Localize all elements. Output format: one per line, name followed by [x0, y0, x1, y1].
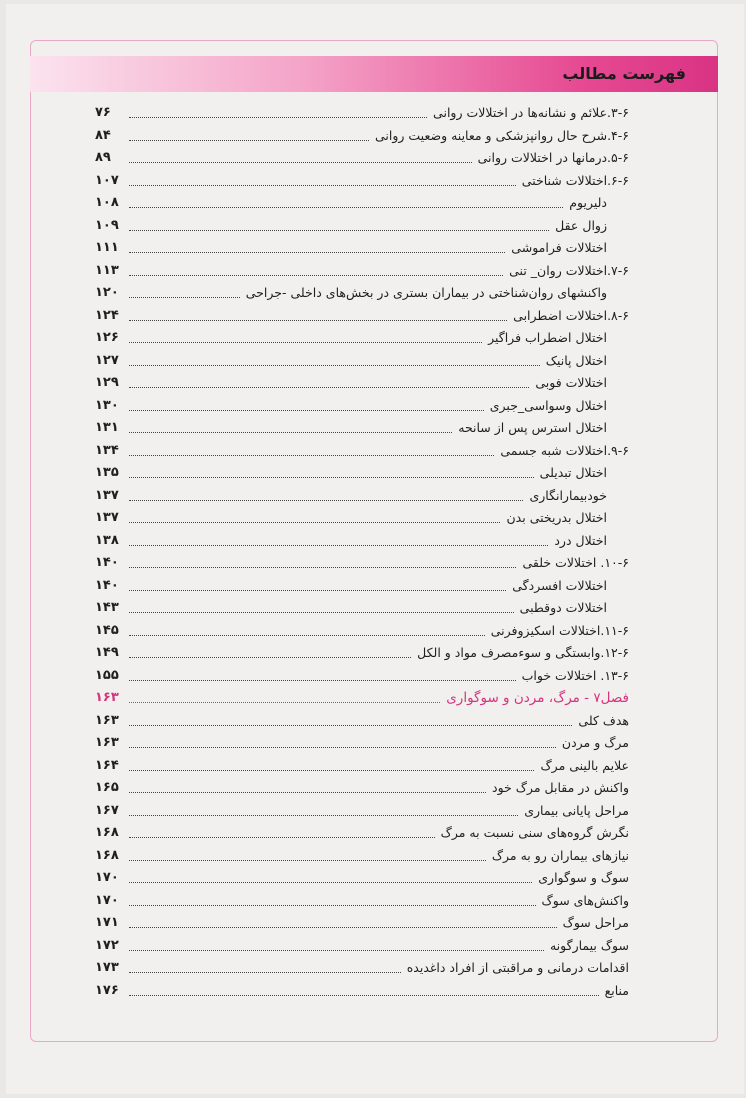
toc-entry [95, 215, 635, 238]
toc-entry-title: خودبیمارانگاری [529, 487, 607, 503]
toc-page-number: ۱۵۵ [95, 667, 119, 683]
toc-entry [95, 822, 635, 845]
toc-page-number: ۱۷۰ [95, 892, 119, 908]
toc-entry [95, 102, 635, 125]
toc-entry-title: اختلالات فراموشی [511, 240, 607, 255]
toc-entry-title: واکنش‌های سوگ [541, 892, 629, 908]
toc-leader-dots [129, 275, 503, 276]
toc-page-number: ۱۲۰ [95, 285, 119, 300]
toc-entry [95, 282, 635, 305]
toc-entry [95, 755, 635, 778]
toc-entry-title: ۷-۶.اختلالات روان_ تنی [509, 262, 629, 278]
toc-entry [95, 732, 635, 755]
toc-page-number: ۱۳۴ [95, 442, 119, 458]
toc-entry-title: ۱۲-۶.وابستگی و سوءمصرف مواد و الکل [417, 645, 629, 660]
toc-leader-dots [129, 140, 369, 141]
toc-entry-title: ۵-۶.درمانها در اختلالات روانی [477, 150, 629, 165]
toc-entry-title: مراحل پایانی بیماری [524, 802, 629, 818]
toc-leader-dots [129, 815, 518, 816]
toc-leader-dots [129, 477, 534, 478]
toc-page-number: ۱۴۰ [95, 555, 119, 570]
toc-entry [95, 395, 635, 418]
toc-entry [95, 935, 635, 958]
toc-page-number: ۱۴۳ [95, 600, 119, 615]
toc-entry-title: منابع [604, 982, 629, 998]
toc-page-number: ۱۶۵ [95, 780, 119, 795]
toc-page-number: ۱۶۸ [95, 847, 119, 863]
toc-page-number: ۱۶۳ [95, 735, 119, 750]
toc-leader-dots [129, 567, 516, 568]
toc-entry-title: سوگ و سوگواری [538, 870, 629, 885]
toc-leader-dots [129, 882, 532, 883]
toc-page-number: ۱۶۳ [95, 690, 119, 705]
toc-page-number: ۱۴۹ [95, 645, 119, 660]
toc-page-number: ۱۶۷ [95, 802, 119, 818]
toc-entry-title: اختلالات فوبی [535, 375, 607, 390]
toc-leader-dots [129, 747, 556, 748]
toc-entry-title: سوگ بیمارگونه [549, 937, 629, 953]
toc-entry-title: اختلال اضطراب فراگیر [488, 330, 607, 345]
toc-entry-title: علایم بالینی مرگ [540, 757, 629, 773]
toc-leader-dots [129, 702, 440, 703]
toc-entry [95, 507, 635, 530]
page-title: فهرست مطالب [562, 64, 686, 83]
toc-entry [95, 620, 635, 643]
toc-page-number: ۱۳۷ [95, 487, 119, 503]
toc-entry [95, 957, 635, 980]
toc-page-number: ۱۶۳ [95, 712, 119, 728]
toc-entry [95, 372, 635, 395]
toc-entry-title: اختلالات دوقطبی [519, 600, 607, 615]
toc-entry [95, 237, 635, 260]
toc-leader-dots [129, 657, 411, 658]
toc-leader-dots [129, 590, 506, 591]
toc-entry [95, 260, 635, 283]
toc-leader-dots [129, 117, 427, 118]
toc-leader-dots [129, 837, 435, 838]
toc-entry [95, 777, 635, 800]
toc-entry [95, 552, 635, 575]
toc-leader-dots [129, 455, 494, 456]
toc-page-number: ۱۲۷ [95, 352, 119, 368]
toc-page-number: ۱۰۷ [95, 172, 119, 188]
toc-page-number: ۱۰۹ [95, 217, 119, 233]
toc-leader-dots [129, 725, 572, 726]
toc-entry [95, 642, 635, 665]
toc-entry [95, 327, 635, 350]
toc-page-number: ۱۷۲ [95, 937, 119, 953]
toc-entry-title: اختلال بدریختی بدن [506, 510, 607, 525]
toc-entry [95, 665, 635, 688]
toc-entry [95, 710, 635, 733]
toc-entry-title: ۱۳-۶. اختلالات خواب [521, 667, 629, 683]
toc-page-number: ۱۶۸ [95, 825, 119, 840]
toc-leader-dots [129, 185, 516, 186]
toc-entry-title: اختلال استرس پس از سانحه [458, 420, 607, 435]
toc-leader-dots [129, 792, 486, 793]
toc-leader-dots [129, 612, 514, 613]
toc-entry-title: واکنشهای روان‌شناختی در بیماران بستری در بخش‌های داخلی -جراحی [245, 285, 607, 300]
toc-entry-title: ۹-۶.اختلالات شبه جسمی [500, 442, 629, 458]
toc-entry-title: ۸-۶.اختلالات اضطرابی [513, 307, 629, 323]
toc-entry [95, 485, 635, 508]
toc-entry [95, 440, 635, 463]
toc-entry [95, 800, 635, 823]
toc-entry [95, 350, 635, 373]
toc-entry [95, 890, 635, 913]
toc-entry [95, 125, 635, 148]
toc-leader-dots [129, 387, 529, 388]
toc-entry-title: مرگ و مردن [561, 735, 629, 750]
toc-page-number: ۱۷۱ [95, 915, 119, 930]
toc-entry [95, 192, 635, 215]
toc-entry-title: زوال عقل [555, 217, 607, 233]
toc-leader-dots [129, 635, 485, 636]
toc-entry-title: ۱۱-۶.اختلالات اسکیزوفرنی [490, 622, 629, 638]
toc-entry-title: اقدامات درمانی و مراقبتی از افراد داغدیده [406, 960, 629, 975]
toc-entry-title: ۱۰-۶. اختلالات خلقی [522, 555, 629, 570]
toc-leader-dots [129, 905, 536, 906]
toc-leader-dots [129, 680, 516, 681]
toc-leader-dots [129, 545, 548, 546]
toc-leader-dots [129, 252, 505, 253]
toc-entry-title: هدف کلی [578, 712, 629, 728]
toc-leader-dots [129, 230, 549, 231]
toc-entry-title: ۶-۶.اختلالات شناختی [521, 172, 629, 188]
toc-page-number: ۱۳۵ [95, 465, 119, 480]
toc-entry-title: نیازهای بیماران رو به مرگ [491, 847, 629, 863]
toc-leader-dots [129, 500, 523, 501]
toc-page-number: ۱۴۰ [95, 577, 119, 593]
toc-leader-dots [129, 365, 540, 366]
toc-entry-title: فصل۷ - مرگ، مردن و سوگواری [446, 690, 629, 706]
toc-entry [95, 530, 635, 553]
toc-leader-dots [129, 522, 500, 523]
toc-page-number: ۱۲۹ [95, 375, 119, 390]
toc-page-number: ۱۶۴ [95, 757, 119, 773]
toc-leader-dots [129, 297, 240, 298]
toc-page-number: ۱۳۸ [95, 532, 119, 548]
toc-entry [95, 912, 635, 935]
toc-entry [95, 305, 635, 328]
toc-page-number: ۱۲۴ [95, 307, 119, 323]
toc-entry [95, 845, 635, 868]
toc-leader-dots [129, 950, 544, 951]
toc-page-number: ۱۷۳ [95, 960, 119, 975]
toc-page-number: ۱۳۰ [95, 397, 119, 413]
toc-leader-dots [129, 162, 472, 163]
toc-page-number: ۱۱۱ [95, 240, 119, 255]
toc-leader-dots [129, 972, 401, 973]
toc-leader-dots [129, 432, 452, 433]
toc-leader-dots [129, 995, 599, 996]
toc-page-number: ۸۹ [95, 150, 111, 165]
toc-entry-title: ۳-۶.علائم و نشانه‌ها در اختلالات روانی [433, 105, 629, 120]
toc-entry [95, 687, 635, 710]
toc-entry [95, 147, 635, 170]
toc-entry-title: مراحل سوگ [562, 915, 629, 930]
toc-entry [95, 867, 635, 890]
toc-entry-title: اختلال وسواسی_جبری [489, 397, 607, 413]
toc-page-number: ۷۶ [95, 105, 111, 120]
toc-page-number: ۱۳۱ [95, 420, 119, 435]
toc-entry [95, 170, 635, 193]
toc-entry [95, 980, 635, 1003]
toc-entry-title: اختلال پانیک [545, 352, 607, 368]
toc-leader-dots [129, 410, 484, 411]
toc-entry-title: واکنش در مقابل مرگ خود [492, 780, 629, 795]
toc-entry [95, 417, 635, 440]
toc-page-number: ۱۰۸ [95, 195, 119, 210]
toc-leader-dots [129, 320, 507, 321]
toc-page-number: ۱۷۶ [95, 982, 119, 998]
toc-leader-dots [129, 770, 534, 771]
toc-leader-dots [129, 927, 557, 928]
toc-entry-title: نگرش گروه‌های سنی نسبت به مرگ [440, 825, 629, 840]
toc-page-number: ۱۲۶ [95, 330, 119, 345]
toc-entry [95, 597, 635, 620]
toc-page-number: ۱۴۵ [95, 622, 119, 638]
toc-page-number: ۱۳۷ [95, 510, 119, 525]
toc-entry-title: اختلال تبدیلی [539, 465, 607, 480]
table-of-contents [95, 102, 635, 1002]
toc-leader-dots [129, 860, 486, 861]
toc-leader-dots [129, 342, 482, 343]
toc-entry-title: اختلال درد [554, 532, 607, 548]
toc-entry-title: ۴-۶.شرح حال روانپزشکی و معاینه وضعیت روانی [374, 127, 629, 143]
toc-leader-dots [129, 207, 563, 208]
toc-entry [95, 575, 635, 598]
toc-page-number: ۸۴ [95, 127, 111, 143]
toc-page-number: ۱۱۳ [95, 262, 119, 278]
toc-page-number: ۱۷۰ [95, 870, 119, 885]
toc-entry [95, 462, 635, 485]
toc-entry-title: اختلالات افسردگی [512, 577, 607, 593]
toc-entry-title: دلیریوم [569, 195, 607, 210]
